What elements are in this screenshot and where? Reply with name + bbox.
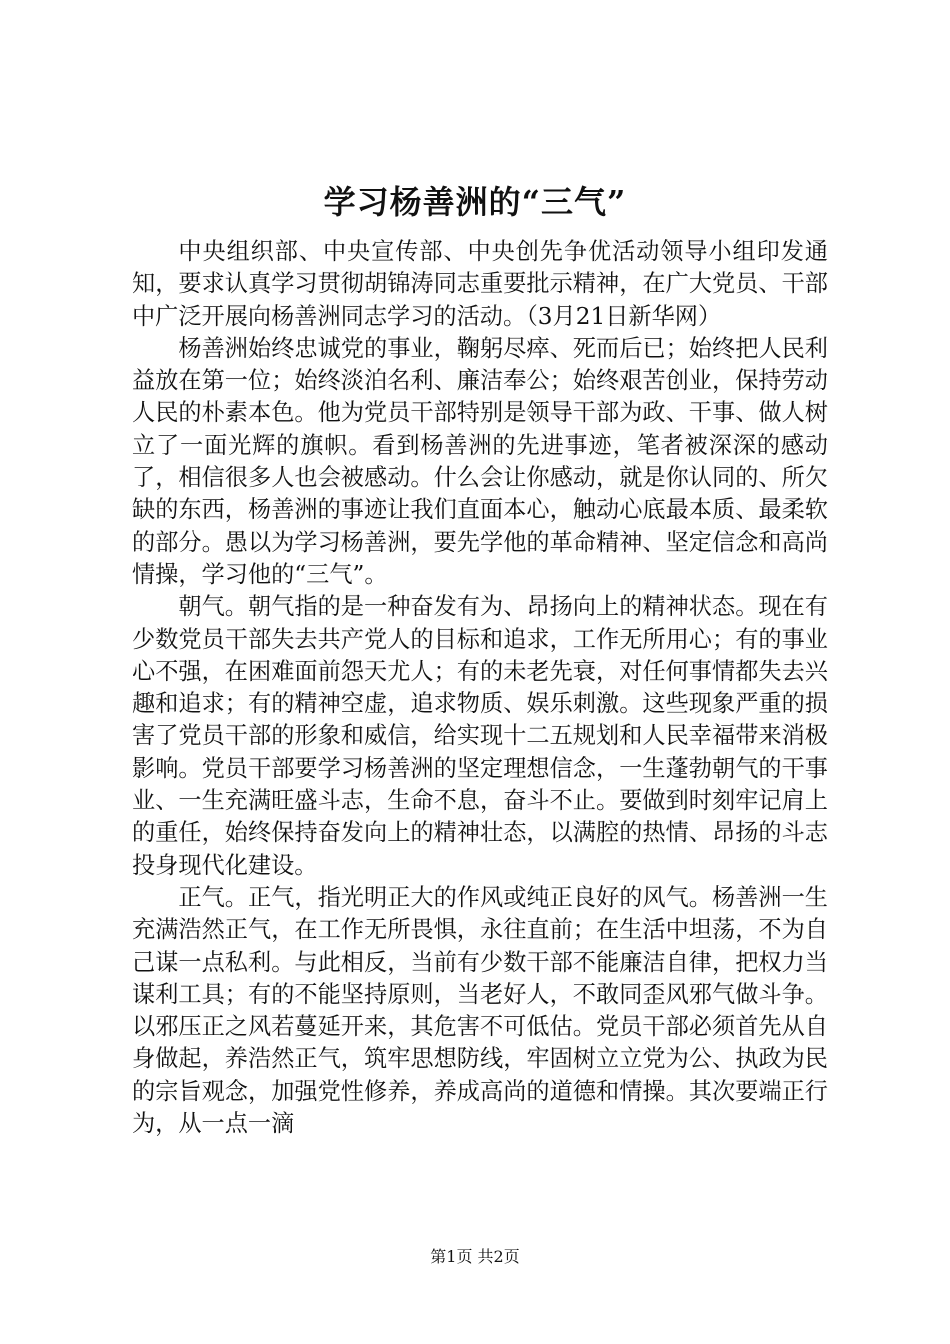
paragraph-intro: 中央组织部、中央宣传部、中央创先争优活动领导小组印发通知，要求认真学习贯彻胡锦涛同志重要批示精神，在广大党员、干部中广泛开展向杨善洲同志学习的活动。（3月21日新华网）	[132, 238, 828, 330]
document-body	[132, 236, 828, 1140]
paragraph-summary: 杨善洲始终忠诚党的事业，鞠躬尽瘁、死而后已；始终把人民利益放在第一位；始终淡泊名利、廉洁奉公；始终艰苦创业，保持劳动人民的朴素本色。他为党员干部特别是领导干部为政、干事、做人树立了一面光辉的旗帜。看到杨善洲的先进事迹，笔者被深深的感动了，相信很多人也会被感动。什么会让你感动，就是你认同的、所欠缺的东西，杨善洲的事迹让我们直面本心，触动心底最本质、最柔软的部分。愚以为学习杨善洲，要先学他的革命精神、坚定信念和高尚情操，学习他的“三气”。	[132, 334, 828, 588]
paragraph-zhengqi: 正气。正气，指光明正大的作风或纯正良好的风气。杨善洲一生充满浩然正气，在工作无所畏惧，永往直前；在生活中坦荡，不为自己谋一点私利。与此相反，当前有少数干部不能廉洁自律，把权力当谋利工具；有的不能坚持原则，当老好人，不敢同歪风邪气做斗争。以邪压正之风若蔓延开来，其危害不可低估。党员干部必须首先从自身做起，养浩然正气，筑牢思想防线，牢固树立立党为公、执政为民的宗旨观念，加强党性修养，养成高尚的道德和情操。其次要端正行为，从一点一滴	[132, 883, 828, 1138]
document-title: 学习杨善洲的“三气”	[323, 183, 627, 221]
paragraph-zhaoqi: 朝气。朝气指的是一种奋发有为、昂扬向上的精神状态。现在有少数党员干部失去共产党人的目标和追求，工作无所用心；有的事业心不强，在困难面前怨天尤人；有的未老先衰，对任何事情都失去兴趣和追求；有的精神空虚，追求物质、娱乐刺激。这些现象严重的损害了党员干部的形象和威信，给实现十二五规划和人民幸福带来消极影响。党员干部要学习杨善洲的坚定理想信念，一生蓬勃朝气的干事业、一生充满旺盛斗志，生命不息，奋斗不止。要做到时刻牢记肩上的重任，始终保持奋发向上的精神壮态，以满腔的热情、昂扬的斗志投身现代化建设。	[132, 593, 828, 879]
page-number-footer: 第1页 共2页	[430, 1247, 520, 1266]
